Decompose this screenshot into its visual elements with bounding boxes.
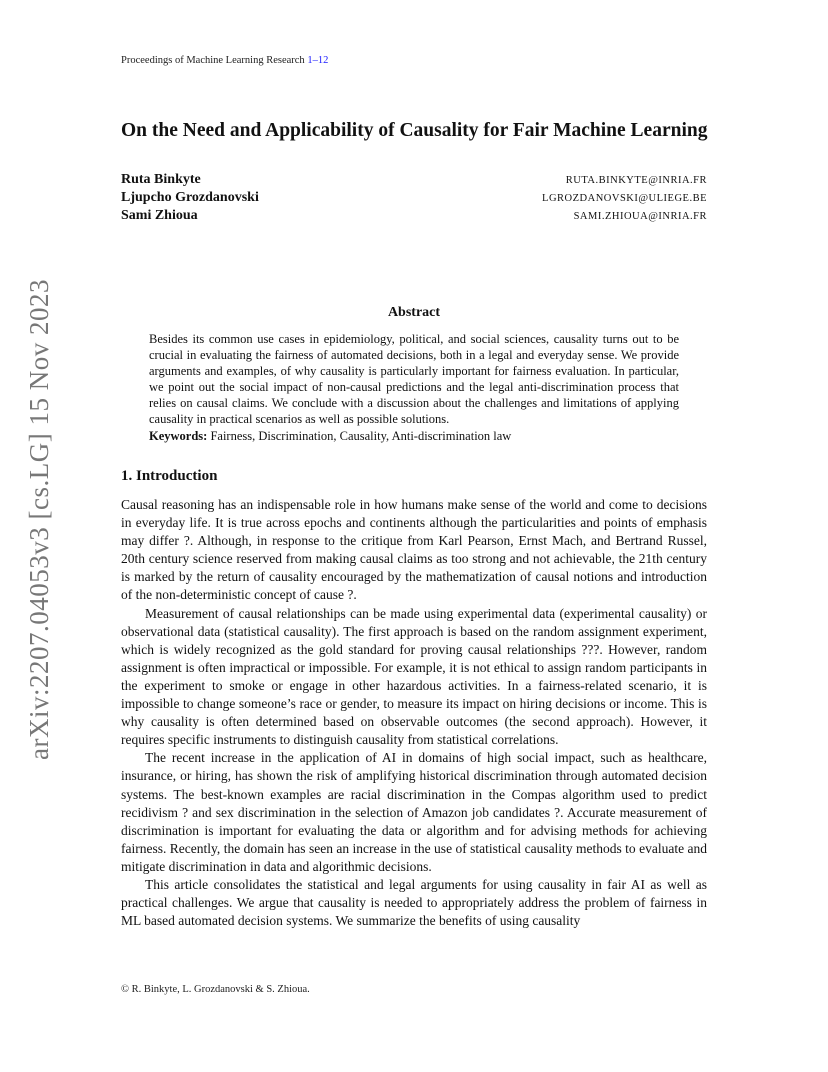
author-name: Sami Zhioua (121, 208, 198, 223)
page-range-link[interactable]: 1–12 (307, 55, 329, 66)
section-body (121, 496, 707, 930)
author-email: RUTA.BINKYTE@INRIA.FR (565, 174, 707, 186)
keywords-line (149, 428, 679, 444)
author-name: Ruta Binkyte (121, 172, 201, 187)
author-row (121, 207, 707, 225)
body-paragraph: This article consolidates the statistical and legal arguments for using causality in fair AI as well as practical challenges. We argue that causality is needed to appropriately address the problem of fairness in ML based automated decision systems. We summarize the benefits of using causality (121, 876, 707, 929)
venue-text: Proceedings of Machine Learning Research (121, 55, 305, 66)
arxiv-identifier: arXiv:2207.04053v3 [cs.LG] 15 Nov 2023 (24, 279, 54, 760)
author-row (121, 189, 707, 207)
author-block (121, 171, 707, 225)
author-email: SAMI.ZHIOUA@INRIA.FR (573, 210, 707, 222)
keywords-list: Fairness, Discrimination, Causality, Anti-discrimination law (210, 429, 512, 443)
running-header (121, 55, 328, 66)
body-paragraph: Causal reasoning has an indispensable role in how humans make sense of the world and come to decisions in everyday life. It is true across epochs and continents although the particularities and points of emphasis may differ ?. Although, in response to the critique from Karl Pearson, Ernst Mach, and Bertrand Russel, 20th century science reserved from making causal claims as too strong and not achievable, the 21th century is marked by the return of causality encouraged by the mathematization of causal notions and introduction of the non-deterministic concept of cause ?. (121, 497, 707, 603)
section-heading: 1. Introduction (121, 468, 218, 484)
author-email: LGROZDANOVSKI@ULIEGE.BE (542, 192, 707, 204)
author-row (121, 171, 707, 189)
abstract-text: Besides its common use cases in epidemiology, political, and social sciences, causality turns out to be crucial in evaluating the fairness of automated decisions, both in a legal and everyday sense. We provide arguments and examples, of why causality is particularly important for fairness evaluation. In particular, we point out the social impact of non-causal predictions and the legal anti-discrimination process that relies on causal claims. We conclude with a discussion about the challenges and limitations of applying causality in practical scenarios as well as possible solutions. (149, 332, 679, 426)
author-name: Ljupcho Grozdanovski (121, 190, 259, 205)
paper-title: On the Need and Applicability of Causality for Fair Machine Learning (121, 120, 708, 141)
keywords-label: Keywords: (149, 429, 208, 443)
body-paragraph: The recent increase in the application of AI in domains of high social impact, such as healthcare, insurance, or hiring, has shown the risk of amplifying historical discrimination through automated decision systems. The best-known examples are racial discrimination in the Compas algorithm used to predict recidivism ? and sex discrimination in the selection of Amazon job candidates ?. Accurate measurement of discrimination is important for evaluating the data or algorithm and for advising methods for achieving fairness. Recently, the domain has seen an increase in the use of statistical causality methods to evaluate and mitigate discrimination in data and algorithmic decisions. (121, 750, 707, 874)
copyright-footer: © R. Binkyte, L. Grozdanovski & S. Zhioua. (121, 984, 310, 995)
abstract-heading: Abstract (387, 305, 441, 320)
body-paragraph: Measurement of causal relationships can be made using experimental data (experimental causality) or observational data (statistical causality). The first approach is based on the random assignment experiment, which is widely recognized as the gold standard for proving causal relationships ???. However, random assignment is often impractical or impossible. For example, it is not ethical to assign random participants in the experiment to smoke or engage in other hazardous activities. In a fairness-related scenario, it is impossible to change someone’s race or gender, to measure its impact on hiring decisions or income. This is why causality is often determined based on observable outcomes (the second approach). However, it requires specific instruments to distinguish causality from statistical correlations. (121, 605, 707, 748)
